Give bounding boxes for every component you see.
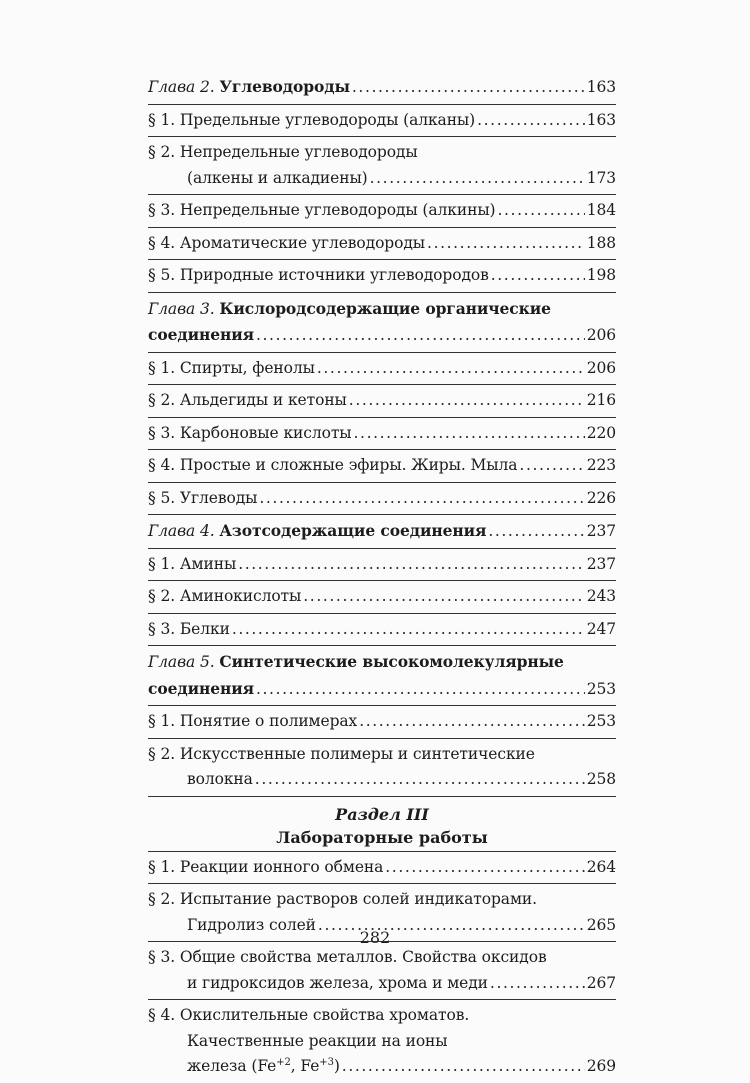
dot-leader xyxy=(354,421,585,447)
dot-leader xyxy=(370,166,585,192)
page-ref: 173 xyxy=(586,168,616,187)
toc-entry[interactable] xyxy=(148,549,616,582)
entry-title-cont: волокна xyxy=(187,770,253,788)
dot-leader xyxy=(519,453,584,479)
toc-entry[interactable] xyxy=(148,942,616,1000)
entry-title: § 4. Ароматические углеводороды xyxy=(148,233,426,252)
entry-title: § 3. Непредельные углеводороды (алкины) xyxy=(148,201,496,219)
chapter-title: Углеводороды xyxy=(219,77,350,96)
entry-title: § 1. Реакции ионного обмена xyxy=(148,857,384,876)
page-ref: 258 xyxy=(586,770,616,788)
dot-leader xyxy=(349,388,585,414)
page-ref: 237 xyxy=(586,554,616,573)
toc-entry[interactable] xyxy=(148,614,616,647)
dot-leader xyxy=(256,323,585,349)
dot-leader xyxy=(259,486,584,512)
page-ref: 226 xyxy=(586,488,616,507)
dot-leader xyxy=(256,677,585,703)
entry-title-cont: (алкены и алкадиены) xyxy=(187,168,368,187)
dot-leader xyxy=(232,617,585,643)
dot-leader xyxy=(488,519,584,545)
page-ref: 198 xyxy=(586,266,616,284)
dot-leader xyxy=(477,108,585,134)
dot-leader xyxy=(303,584,584,610)
formula-suffix: ) xyxy=(333,1057,340,1075)
toc-entry[interactable] xyxy=(148,450,616,483)
toc-entry[interactable] xyxy=(148,739,616,797)
dot-leader xyxy=(238,552,585,578)
chapter-title-cont: соединения xyxy=(148,678,254,698)
entry-title: § 3. Белки xyxy=(148,619,230,638)
toc-entry[interactable] xyxy=(148,581,616,614)
entry-title: § 2. Непредельные углеводороды xyxy=(148,143,418,161)
page-ref: 206 xyxy=(586,326,616,344)
entry-title: § 1. Амины xyxy=(148,554,237,573)
toc-entry[interactable] xyxy=(148,105,616,138)
page-ref: 216 xyxy=(586,391,616,409)
chapter-title: Кислородсодержащие органические xyxy=(219,298,551,318)
dot-leader xyxy=(427,231,585,257)
section-3-heading xyxy=(148,797,616,852)
chapter-2-heading[interactable] xyxy=(148,74,616,101)
entry-title-cont xyxy=(187,1054,340,1080)
chapter-4-heading[interactable] xyxy=(148,515,616,549)
entry-title: § 4. Простые и сложные эфиры. Жиры. Мыла xyxy=(148,456,518,474)
dot-leader xyxy=(385,855,584,881)
page-number: 282 xyxy=(359,928,391,947)
entry-title: § 2. Испытание растворов солей индикаторами. xyxy=(148,890,537,908)
page-ref: 253 xyxy=(586,679,616,698)
entry-title: § 2. Искусственные полимеры и синтетические xyxy=(148,744,535,763)
toc-entry[interactable] xyxy=(148,1000,616,1083)
toc-entry[interactable] xyxy=(148,418,616,451)
page-ref: 243 xyxy=(586,587,616,605)
dot-leader xyxy=(317,356,585,382)
chapter-label: Глава 2. xyxy=(148,78,215,96)
entry-title: § 3. Карбоновые кислоты xyxy=(148,423,352,442)
entry-title: § 1. Спирты, фенолы xyxy=(148,358,315,377)
page-ref: 163 xyxy=(586,78,616,96)
dot-leader xyxy=(490,971,585,997)
toc-entry[interactable] xyxy=(148,137,616,195)
page-ref: 264 xyxy=(586,857,616,876)
chapter-label: Глава 4. xyxy=(148,522,215,540)
page-ref: 237 xyxy=(586,522,616,540)
entry-title: § 2. Альдегиды и кетоны xyxy=(148,391,347,409)
dot-leader xyxy=(491,263,585,289)
entry-title: § 1. Предельные углеводороды (алканы) xyxy=(148,110,476,129)
dot-leader xyxy=(352,75,585,101)
toc-entry[interactable] xyxy=(148,852,616,885)
page-ref: 188 xyxy=(586,233,616,252)
entry-title-cont: Гидролиз солей xyxy=(187,915,316,934)
page-ref: 269 xyxy=(586,1057,616,1075)
formula-prefix: железа (Fe xyxy=(187,1057,277,1075)
entry-title: § 5. Природные источники углеводородов xyxy=(148,266,489,284)
entry-title: § 2. Аминокислоты xyxy=(148,587,302,605)
page-ref: 163 xyxy=(586,110,616,129)
chapter-5-heading[interactable] xyxy=(148,646,616,706)
chapter-3-heading[interactable] xyxy=(148,293,616,353)
charge-superscript: +3 xyxy=(319,1056,334,1068)
toc-entry[interactable] xyxy=(148,228,616,261)
formula-mid: , Fe xyxy=(290,1057,320,1075)
toc-entry[interactable] xyxy=(148,353,616,386)
page-ref: 247 xyxy=(586,619,616,638)
dot-leader xyxy=(255,767,585,793)
entry-title: § 5. Углеводы xyxy=(148,488,258,507)
toc-entry[interactable] xyxy=(148,195,616,228)
page-ref: 184 xyxy=(586,201,616,219)
entry-title: § 3. Общие свойства металлов. Свойства оксидов xyxy=(148,948,547,966)
page-ref: 223 xyxy=(586,456,616,474)
section-label: Раздел III xyxy=(335,804,429,824)
toc-entry[interactable] xyxy=(148,260,616,293)
page-ref: 265 xyxy=(586,915,616,934)
section-title: Лабораторные работы xyxy=(276,827,488,847)
dot-leader xyxy=(498,198,585,224)
page-ref: 220 xyxy=(586,423,616,442)
toc-entry[interactable] xyxy=(148,385,616,418)
entry-title-cont: и гидроксидов железа, хрома и меди xyxy=(187,973,488,992)
dot-leader xyxy=(359,709,585,735)
chapter-label: Глава 3. xyxy=(148,299,215,318)
toc-entry[interactable] xyxy=(148,483,616,516)
page-ref: 267 xyxy=(586,973,616,992)
chapter-2-heading-group xyxy=(148,71,616,105)
entry-title: § 1. Понятие о полимерах xyxy=(148,712,358,730)
toc-entry[interactable] xyxy=(148,706,616,739)
chapter-label: Глава 5. xyxy=(148,653,215,671)
chapter-title-cont: соединения xyxy=(148,325,254,344)
page-ref: 253 xyxy=(586,712,616,730)
page-ref: 206 xyxy=(586,358,616,377)
entry-title-cont: Качественные реакции на ионы xyxy=(187,1031,448,1050)
chapter-title: Азотсодержащие соединения xyxy=(219,521,487,540)
dot-leader xyxy=(342,1054,585,1080)
entry-title: § 4. Окислительные свойства хроматов. xyxy=(148,1006,470,1024)
charge-superscript: +2 xyxy=(276,1056,291,1068)
chapter-title: Синтетические высокомолекулярные xyxy=(219,652,564,671)
